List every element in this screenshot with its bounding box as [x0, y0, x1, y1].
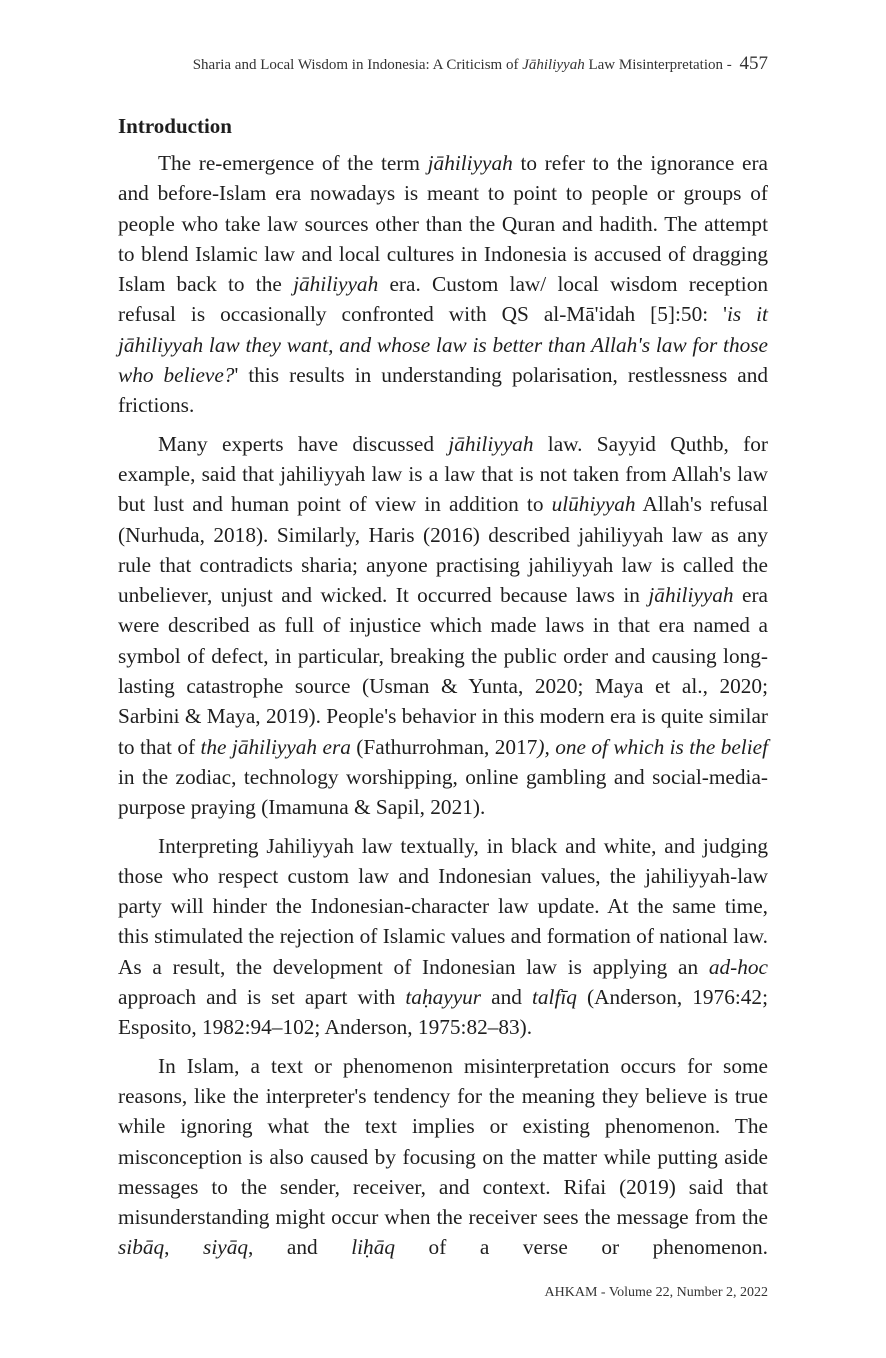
journal-footer: AHKAM - Volume 22, Number 2, 2022	[544, 1285, 768, 1300]
paragraph-2: Many experts have discussed jāhiliyyah law. Sayyid Quthb, for example, said that jahiliyyah law is a law that is not taken from Allah's law but lust and human point of view in addition to ulūhiyyah Allah's refusal (Nurhuda, 2018). Similarly, Haris (2016) described jahiliyyah law as any rule that contradicts sharia; anyone practising jahiliyyah law is called the unbeliever, unjust and wicked. It occurred because laws in jāhiliyyah era were described as full of injustice which made laws in that era named a symbol of defect, in particular, breaking the public order and causing long-lasting catastrophe source (Usman & Yunta, 2020; Maya et al., 2020; Sarbini & Maya, 2019). People's behavior in this modern era is quite similar to that of the jāhiliyyah era (Fathurrohman, 2017), one of which is the belief in the zodiac, technology worshipping, online gambling and social-media-purpose praying (Imamuna & Sapil, 2021).	[118, 431, 768, 820]
running-header	[118, 53, 768, 75]
header-separator: -	[726, 57, 732, 73]
paragraph-4: In Islam, a text or phenomenon misinterpretation occurs for some reasons, like the interpreter's tendency for the meaning they believe is true while ignoring what the text implies or existing phenomenon. The misconception is also caused by focusing on the matter while putting aside messages to the sender, receiver, and context. Rifai (2019) said that misunderstanding might occur when the receiver sees the message from the sibāq, siyāq, and liḥāq of a verse or phenomenon.	[118, 1053, 768, 1260]
paragraph-1: The re-emergence of the term jāhiliyyah to refer to the ignorance era and before-Islam era nowadays is meant to point to people or groups of people who take law sources other than the Quran and hadith. The attempt to blend Islamic law and local cultures in Indonesia is accused of dragging Islam back to the jāhiliyyah era. Custom law/ local wisdom reception refusal is occasionally confronted with QS al-Mā'idah [5]:50: 'is it jāhiliyyah law they want, and whose law is better than Allah's law for those who believe?' this results in understanding polarisation, restlessness and frictions.	[118, 151, 768, 418]
page-number: 457	[739, 53, 768, 74]
quoted-verse: is it jāhiliyyah law they want, and whose law is better than Allah's law for those who believe?	[118, 302, 768, 388]
running-title: Sharia and Local Wisdom in Indonesia: A Criticism of Jāhiliyyah Law Misinterpretation	[192, 57, 723, 73]
body-text	[118, 148, 768, 1271]
section-title: Introduction	[118, 114, 232, 138]
paragraph-3: Interpreting Jahiliyyah law textually, in black and white, and judging those who respect custom law and Indonesian values, the jahiliyyah-law party will hinder the Indonesian-character law update. At the same time, this stimulated the rejection of Islamic values and formation of national law. As a result, the development of Indonesian law is applying an ad-hoc approach and is set apart with taḥayyur and talfīq (Anderson, 1976:42; Esposito, 1982:94–102; Anderson, 1975:82–83).	[118, 833, 768, 1040]
